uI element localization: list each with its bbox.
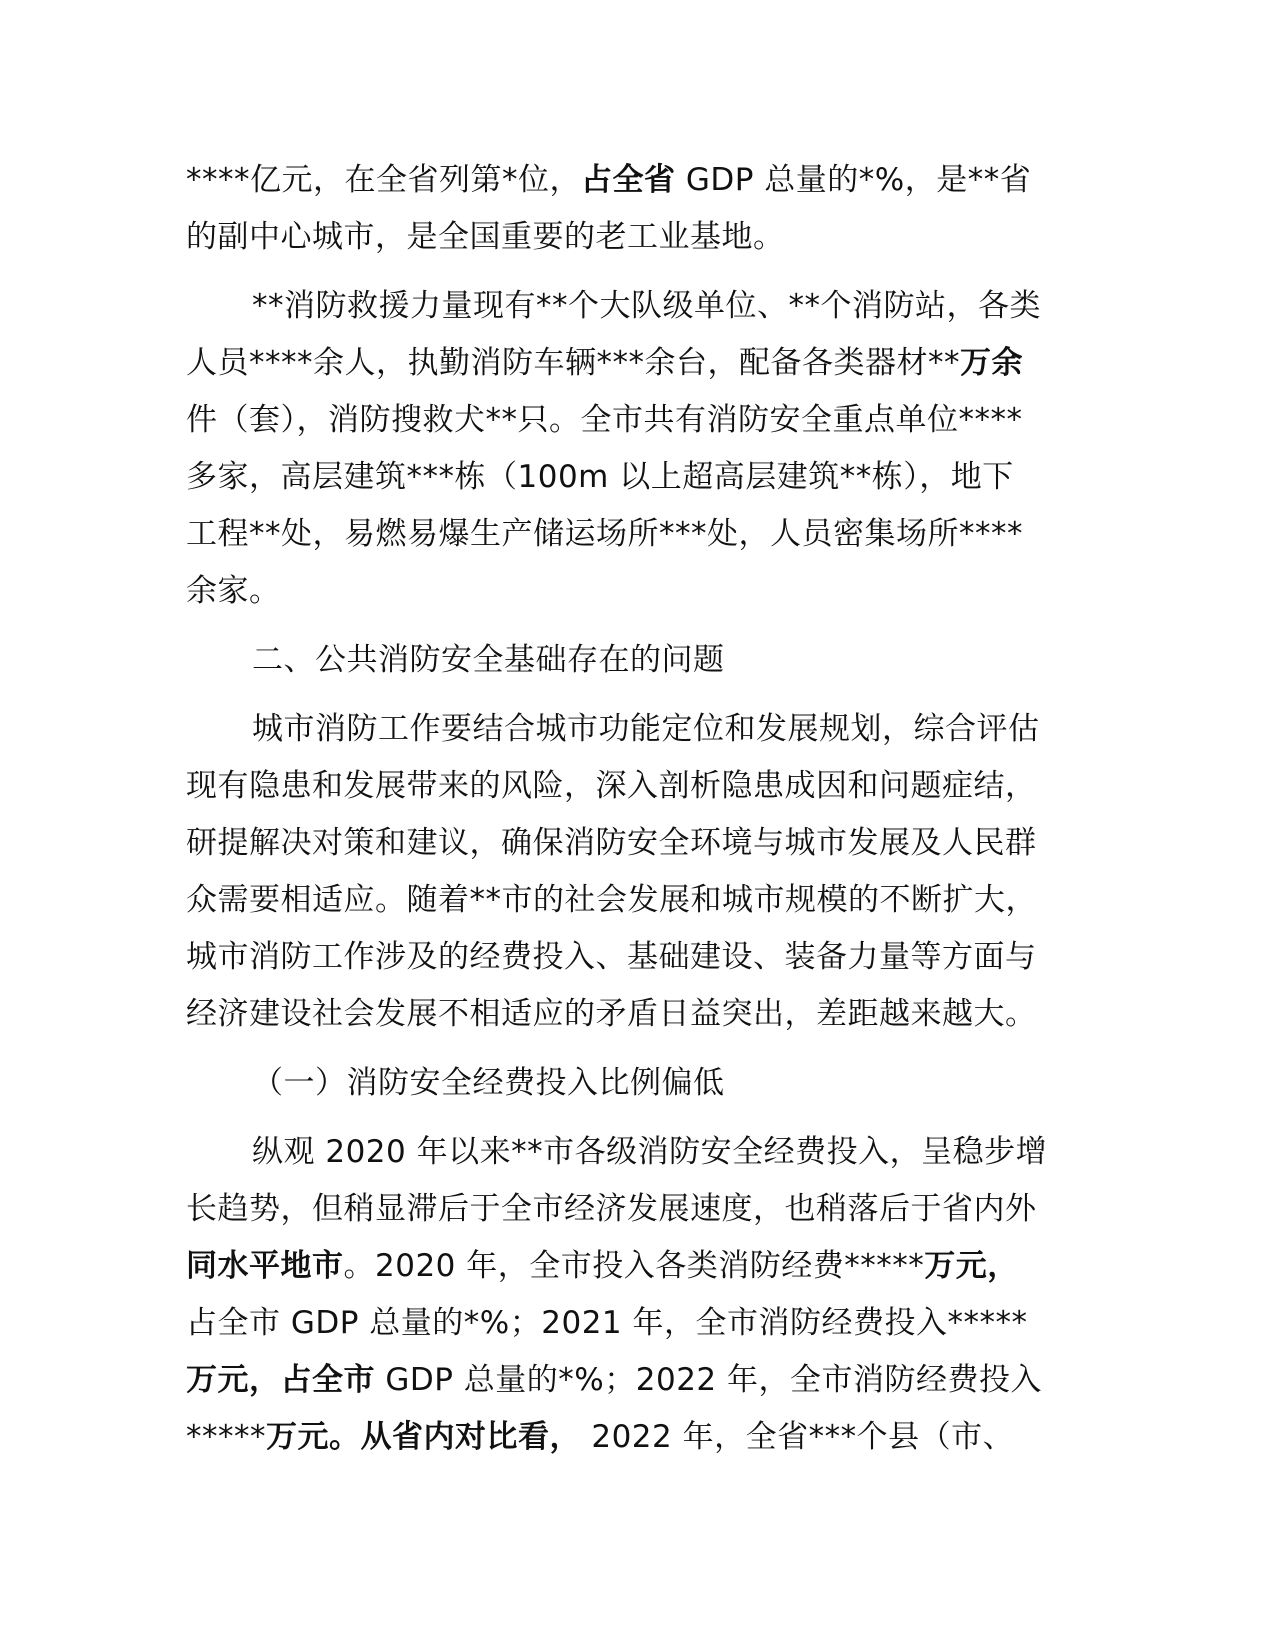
paragraph-line: ****亿元，在全省列第*位，占全省 GDP 总量的*%，是**省 (186, 162, 1032, 198)
section-heading: 二、公共消防安全基础存在的问题 (252, 642, 725, 678)
paragraph-line: 件（套），消防搜救犬**只。全市共有消防安全重点单位**** (186, 402, 1023, 438)
problem-paragraph (186, 701, 1086, 1043)
paragraph-line: 人员****余人，执勤消防车辆***余台，配备各类器材**万余 (186, 345, 1023, 381)
document-body (186, 152, 1086, 1466)
force-paragraph (186, 278, 1086, 620)
paragraph-line: 工程**处，易燃易爆生产储运场所***处，人员密集场所**** (186, 516, 1023, 552)
paragraph-line: 余家。 (186, 573, 281, 609)
funding-paragraph (186, 1124, 1086, 1466)
paragraph-line: *****万元。从省内对比看， 2022 年，全省***个县（市、 (186, 1419, 1015, 1455)
paragraph-line: 万元，占全市 GDP 总量的*%；2022 年，全市消防经费投入 (186, 1362, 1042, 1398)
paragraph-line: 众需要相适应。随着**市的社会发展和城市规模的不断扩大， (186, 882, 1037, 918)
paragraph-line: 现有隐患和发展带来的风险，深入剖析隐患成因和问题症结， (186, 768, 1037, 804)
paragraph-line: 经济建设社会发展不相适应的矛盾日益突出，差距越来越大。 (186, 996, 1037, 1032)
paragraph-line: 城市消防工作涉及的经费投入、基础建设、装备力量等方面与 (186, 939, 1037, 975)
intro-paragraph (186, 152, 1086, 266)
paragraph-line: 的副中心城市，是全国重要的老工业基地。 (186, 219, 785, 255)
paragraph-line: 城市消防工作要结合城市功能定位和发展规划，综合评估 (252, 711, 1040, 747)
paragraph-line: 占全市 GDP 总量的*%；2021 年，全市消防经费投入***** (186, 1305, 1028, 1341)
paragraph-line: **消防救援力量现有**个大队级单位、**个消防站，各类 (252, 288, 1041, 324)
paragraph-line: 长趋势，但稍显滞后于全市经济发展速度，也稍落后于省内外 (186, 1191, 1037, 1227)
paragraph-line: 研提解决对策和建议，确保消防安全环境与城市发展及人民群 (186, 825, 1037, 861)
paragraph-line: 纵观 2020 年以来**市各级消防安全经费投入，呈稳步增 (252, 1134, 1048, 1170)
paragraph-line: 同水平地市。2020 年，全市投入各类消防经费*****万元， (186, 1248, 1019, 1284)
subsection-heading: （一）消防安全经费投入比例偏低 (252, 1065, 725, 1101)
paragraph-line: 多家，高层建筑***栋（100m 以上超高层建筑**栋），地下 (186, 459, 1014, 495)
